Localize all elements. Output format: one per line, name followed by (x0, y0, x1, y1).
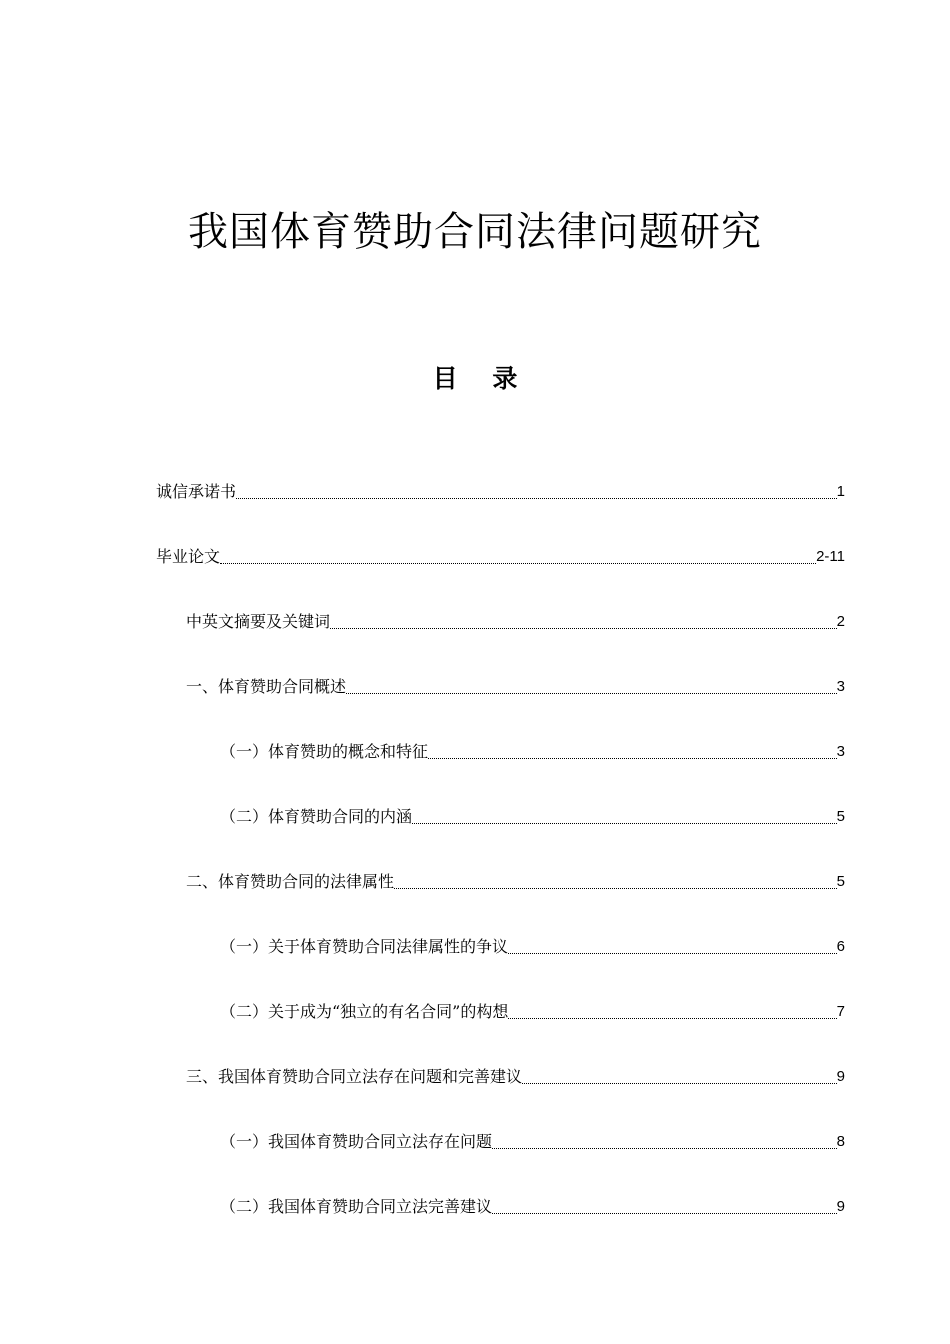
toc-entry-section-1[interactable] (186, 676, 845, 698)
toc-entry-section-2[interactable] (186, 871, 845, 893)
toc-dot-leader (492, 1196, 837, 1218)
toc-entry-page: 3 (836, 678, 845, 695)
toc-dot-leader (428, 741, 837, 763)
toc-entry-page: 8 (836, 1133, 845, 1150)
toc-entry-page: 5 (836, 873, 845, 890)
toc-entry-label: 一、体育赞助合同概述 (186, 677, 347, 696)
toc-heading: 目 录 (432, 364, 531, 393)
toc-entry-page: 2-11 (816, 548, 845, 565)
toc-entry-label: （二）体育赞助合同的内涵 (220, 807, 413, 826)
toc-entry-label: 二、体育赞助合同的法律属性 (186, 872, 395, 891)
toc-dot-leader (522, 1066, 837, 1088)
toc-entry-section-1-1[interactable] (220, 741, 845, 763)
toc-dot-leader (508, 936, 837, 958)
toc-dot-leader (394, 871, 837, 893)
toc-entry-thesis[interactable] (156, 546, 845, 568)
toc-entry-label: 三、我国体育赞助合同立法存在问题和完善建议 (186, 1067, 523, 1086)
toc-entry-integrity-pledge[interactable] (156, 481, 845, 503)
toc-dot-leader (492, 1131, 837, 1153)
toc-entry-page: 5 (836, 808, 845, 825)
toc-entry-label: 中英文摘要及关键词 (186, 612, 331, 631)
toc-entry-label: （一）关于体育赞助合同法律属性的争议 (220, 937, 509, 956)
toc-entry-label: 诚信承诺书 (156, 482, 237, 501)
toc-entry-page: 9 (836, 1198, 845, 1215)
document-title: 我国体育赞助合同法律问题研究 (188, 209, 762, 255)
toc-entry-page: 1 (836, 483, 845, 500)
toc-entry-section-3-1[interactable] (220, 1131, 845, 1153)
toc-dot-leader (330, 611, 837, 633)
toc-entry-label: （一）体育赞助的概念和特征 (220, 742, 429, 761)
toc-entry-section-2-2[interactable] (220, 1001, 845, 1023)
toc-entry-page: 3 (836, 743, 845, 760)
toc-entry-section-2-1[interactable] (220, 936, 845, 958)
toc-entry-section-3-2[interactable] (220, 1196, 845, 1218)
toc-dot-leader (346, 676, 837, 698)
toc-entry-section-3[interactable] (186, 1066, 845, 1088)
toc-entry-page: 7 (836, 1003, 845, 1020)
toc-entry-label: （二）关于成为“独立的有名合同”的构想 (220, 1002, 509, 1021)
toc-heading-container (0, 362, 950, 396)
toc-entry-page: 2 (836, 613, 845, 630)
toc-dot-leader (220, 546, 816, 568)
toc-entry-page: 9 (836, 1068, 845, 1085)
toc-entry-abstract[interactable] (186, 611, 845, 633)
toc-dot-leader (236, 481, 837, 503)
toc-entry-label: （二）我国体育赞助合同立法完善建议 (220, 1197, 493, 1216)
toc-entry-page: 6 (836, 938, 845, 955)
toc-entry-label: （一）我国体育赞助合同立法存在问题 (220, 1132, 493, 1151)
toc-dot-leader (508, 1001, 836, 1023)
toc-entry-label: 毕业论文 (156, 547, 221, 566)
toc-entry-section-1-2[interactable] (220, 806, 845, 828)
toc-dot-leader (412, 806, 837, 828)
